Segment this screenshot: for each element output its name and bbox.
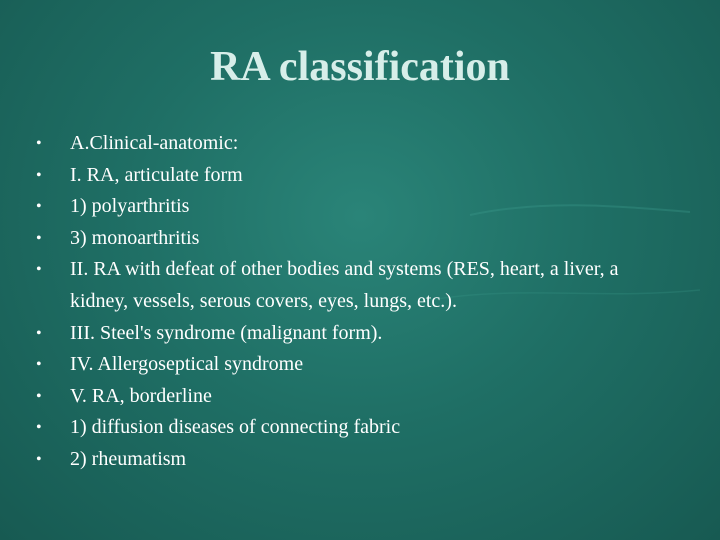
list-item (36, 254, 676, 317)
list-item (36, 223, 676, 255)
bullet-icon: • (36, 450, 42, 468)
bullet-icon: • (36, 419, 42, 437)
bullet-icon: • (36, 135, 42, 152)
bullet-icon: • (36, 387, 42, 405)
bullet-icon: • (36, 324, 42, 342)
list-item (36, 191, 676, 223)
bullet-icon: • (36, 261, 42, 279)
list-item-text: II. RA with defeat of other bodies and systems (RES, heart, a liver, a kidney, vessels, serous covers, eyes, lungs, etc.). (70, 258, 619, 312)
bullet-icon: • (36, 229, 42, 247)
list-item-text: IV. Allergoseptical syndrome (70, 353, 304, 376)
bullet-icon: • (36, 198, 42, 216)
list-item (36, 128, 676, 160)
list-item-text: 2) rheumatism (70, 447, 187, 470)
bullet-list (36, 128, 676, 476)
list-item-text: 1) diffusion diseases of connecting fabric (70, 416, 401, 439)
bullet-icon: • (36, 166, 42, 184)
list-item-text: A.Clinical-anatomic: (70, 132, 239, 154)
bullet-icon: • (36, 356, 42, 374)
list-item (36, 349, 676, 381)
list-item (36, 444, 676, 476)
list-item (36, 381, 676, 413)
list-item (36, 412, 676, 444)
list-item (36, 160, 676, 192)
list-item-text: III. Steel's syndrome (malignant form). (70, 321, 383, 344)
list-item-text: V. RA, borderline (70, 384, 212, 407)
list-item-text: I. RA, articulate form (70, 163, 243, 186)
list-item-text: 1) polyarthritis (70, 195, 190, 218)
list-item (36, 318, 676, 350)
list-item-text: 3) monoarthritis (70, 226, 200, 249)
slide-title: RA classification (210, 44, 510, 90)
